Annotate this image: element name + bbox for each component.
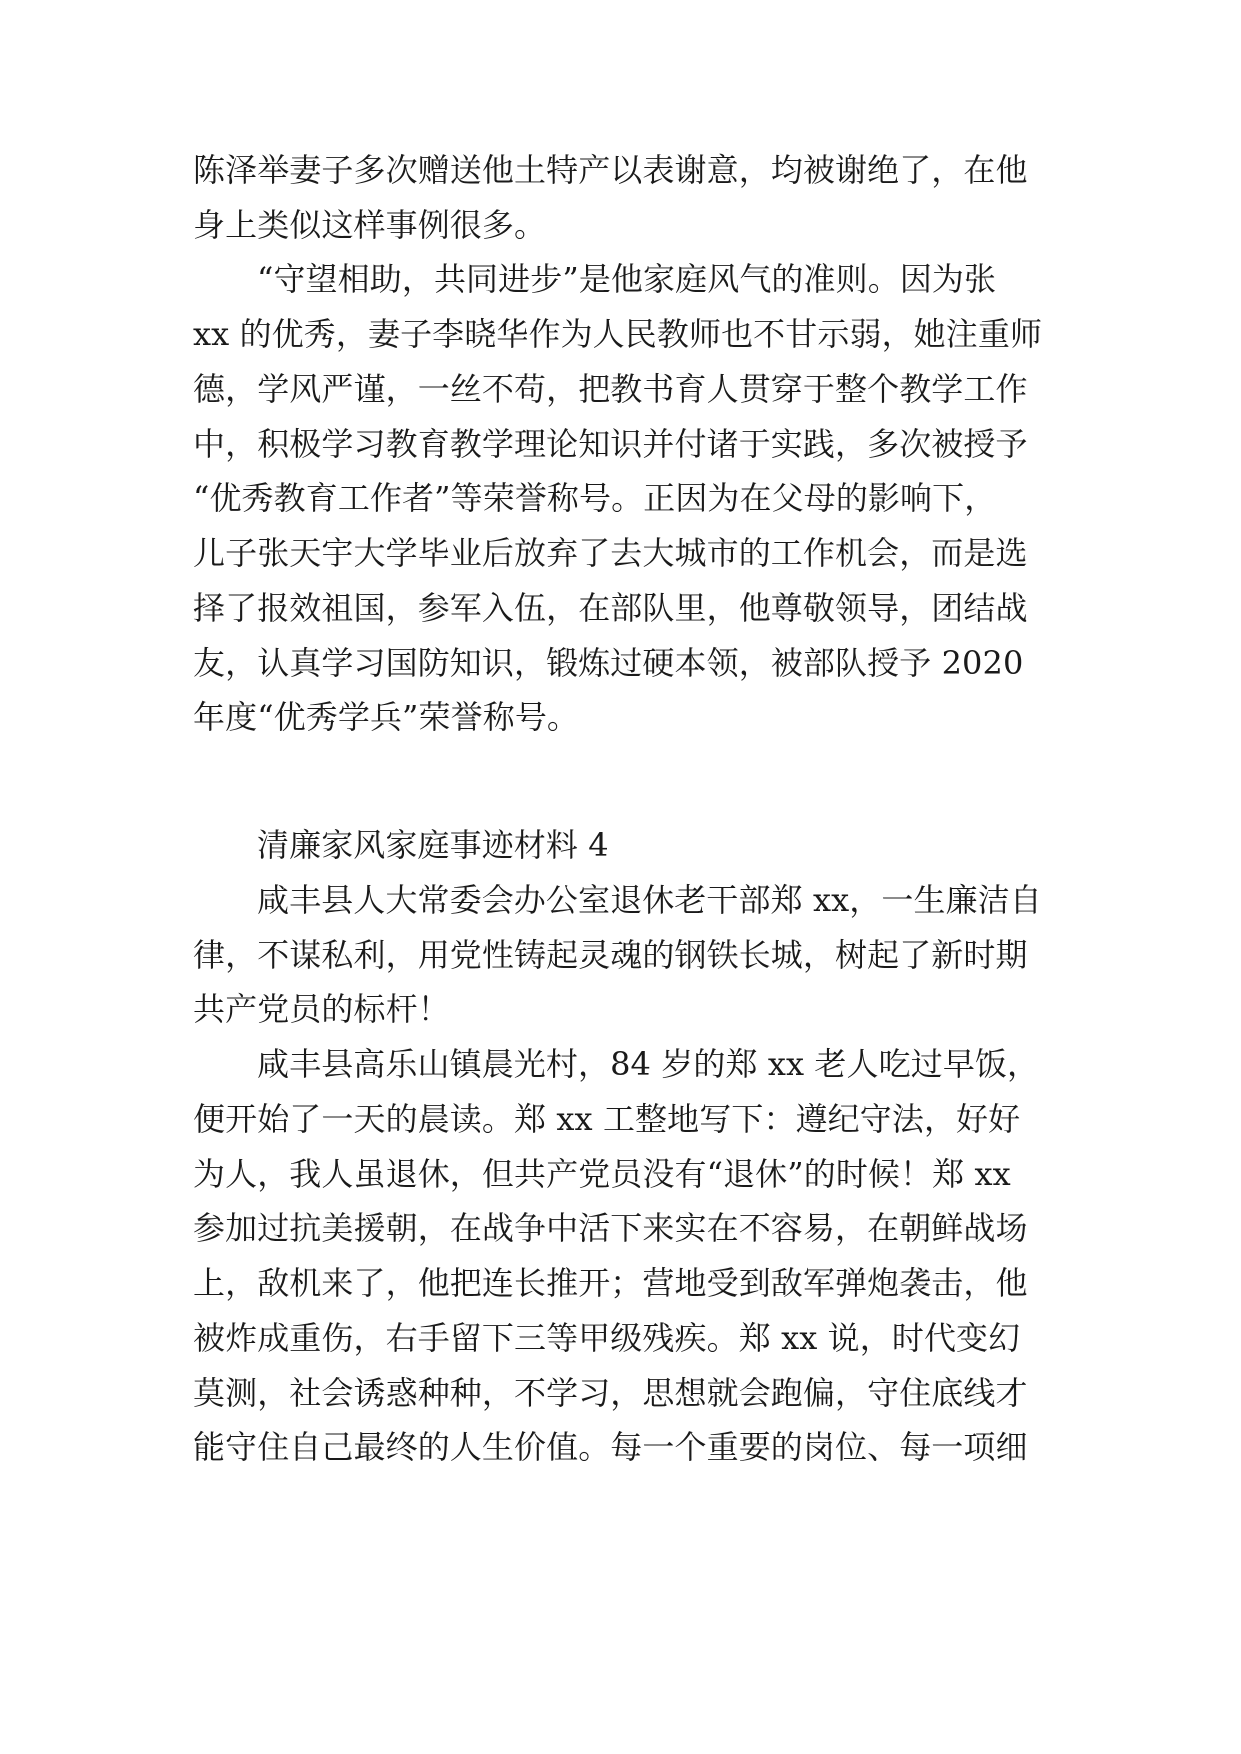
section-heading: 清廉家风家庭事迹材料 4	[257, 826, 609, 864]
text-line: 律，不谋私利，用党性铸起灵魂的钢铁长城，树起了新时期	[193, 936, 1028, 974]
paragraph-start-line: 咸丰县人大常委会办公室退休老干部郑 xx，一生廉洁自	[257, 881, 1042, 919]
text-line: 上，敌机来了，他把连长推开；营地受到敌军弹炮袭击，他	[193, 1264, 1028, 1302]
text-line: 陈泽举妻子多次赠送他土特产以表谢意，均被谢绝了，在他	[193, 151, 1028, 189]
text-line: 友，认真学习国防知识，锻炼过硬本领，被部队授予 2020	[193, 644, 1024, 682]
text-line: 能守住自己最终的人生价值。每一个重要的岗位、每一项细	[193, 1428, 1028, 1466]
text-line: 参加过抗美援朝，在战争中活下来实在不容易，在朝鲜战场	[193, 1209, 1028, 1247]
text-line: “优秀教育工作者”等荣誉称号。正因为在父母的影响下，	[193, 479, 997, 517]
text-line: 年度“优秀学兵”荣誉称号。	[193, 698, 580, 736]
paragraph-start-line: 咸丰县高乐山镇晨光村，84 岁的郑 xx 老人吃过早饭，	[257, 1045, 1040, 1083]
text-line: 中，积极学习教育教学理论知识并付诸于实践，多次被授予	[193, 425, 1028, 463]
text-line: 共产党员的标杆！	[193, 990, 450, 1028]
text-line: 择了报效祖国，参军入伍，在部队里，他尊敬领导，团结战	[193, 589, 1028, 627]
text-line: 被炸成重伤，右手留下三等甲级残疾。郑 xx 说，时代变幻	[193, 1319, 1021, 1357]
paragraph-start-line: “守望相助，共同进步”是他家庭风气的准则。因为张	[257, 260, 997, 298]
text-line: 莫测，社会诱惑种种，不学习，思想就会跑偏，守住底线才	[193, 1374, 1028, 1412]
text-line: 便开始了一天的晨读。郑 xx 工整地写下：遵纪守法，好好	[193, 1100, 1021, 1138]
text-line: 身上类似这样事例很多。	[193, 206, 547, 244]
text-line: 德，学风严谨，一丝不苟，把教书育人贯穿于整个教学工作	[193, 370, 1028, 408]
text-line: 儿子张天宇大学毕业后放弃了去大城市的工作机会，而是选	[193, 534, 1028, 572]
text-line: xx 的优秀，妻子李晓华作为人民教师也不甘示弱，她注重师	[193, 315, 1043, 353]
text-line: 为人，我人虽退休，但共产党员没有“退休”的时候！郑 xx	[193, 1155, 1011, 1193]
